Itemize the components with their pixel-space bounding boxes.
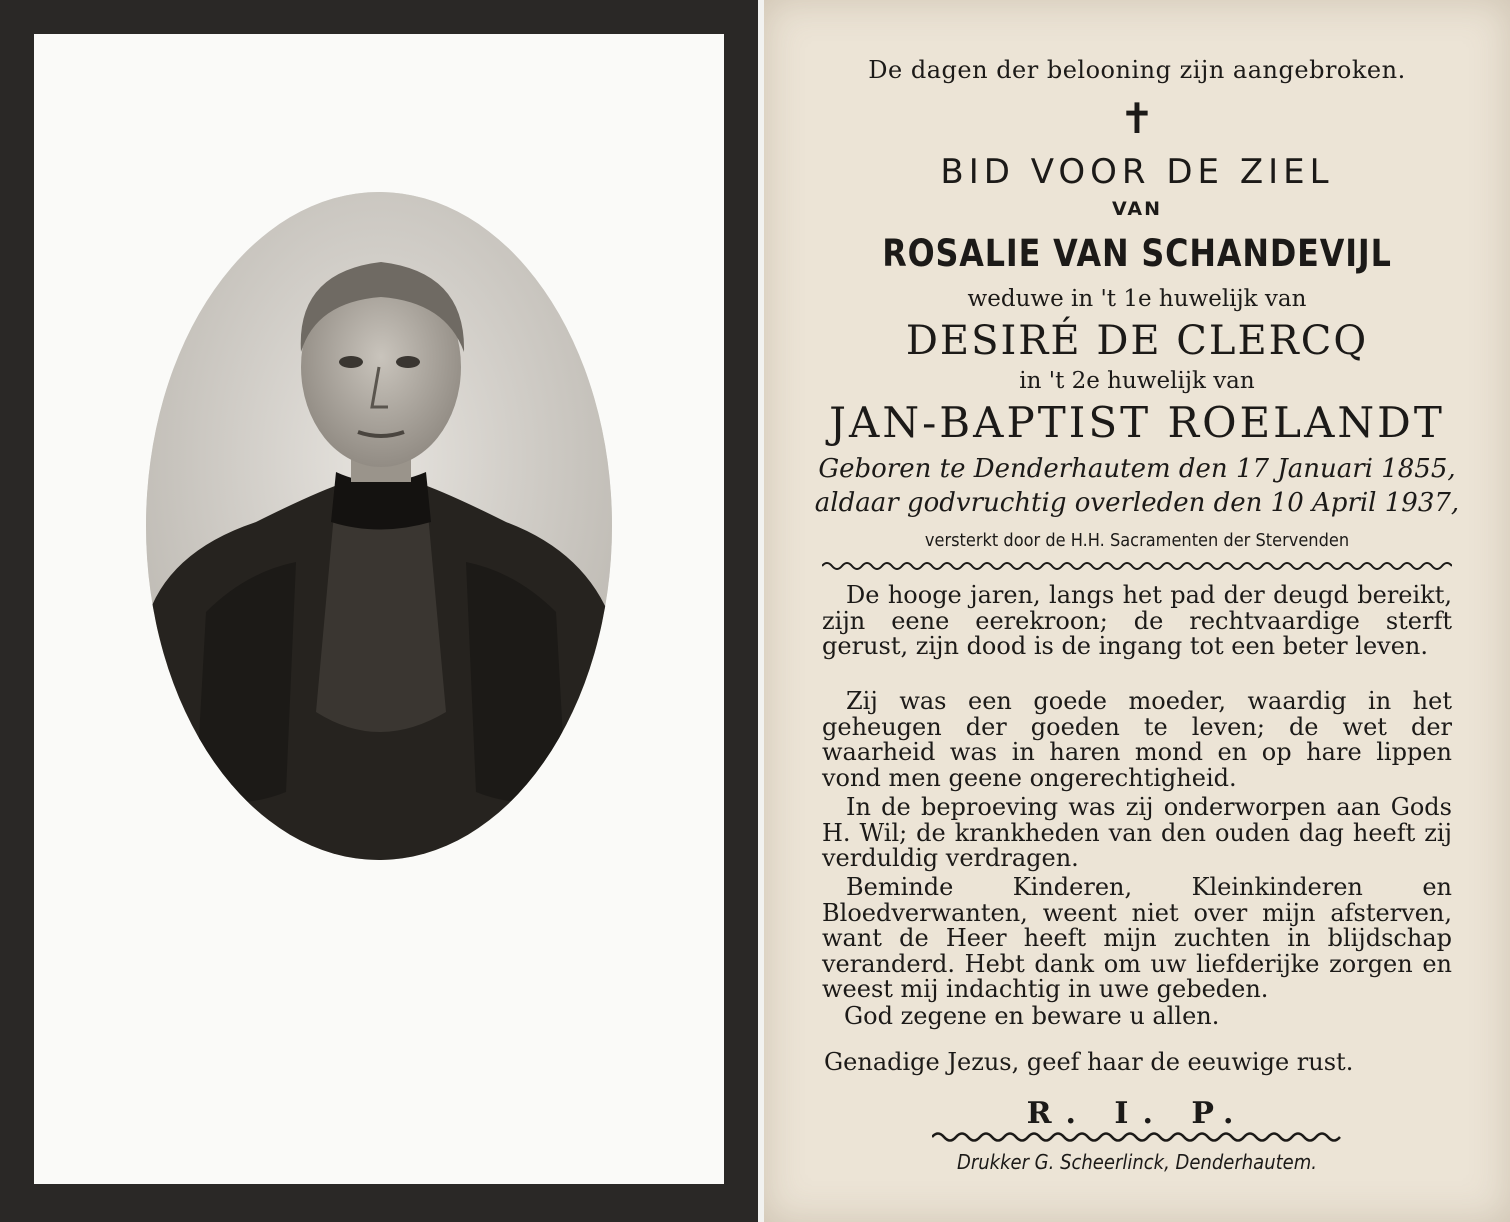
portrait-image xyxy=(146,192,612,860)
sacraments-line: versterkt door de H.H. Sacramenten der Stervenden xyxy=(924,530,1350,551)
printer-credit: Drukker G. Scheerlinck, Denderhautem. xyxy=(956,1150,1318,1174)
photo-card-inner xyxy=(34,34,724,1184)
text-card xyxy=(764,0,1510,1222)
motto: De dagen der belooning zijn aangebroken. xyxy=(868,56,1406,84)
paragraph-1: De hooge jaren, langs het pad der deugd bereikt, zijn eene eerekroon; de rechtvaardige sterft gerust, zijn dood is de ingang tot een beter leven. xyxy=(822,581,1452,660)
paragraph-4: Beminde Kinderen, Kleinkinderen en Bloedverwanten, weent niet over mijn afsterven, want de Heer heeft mijn zuchten in blijdschap veranderd. Hebt dank om uw liefderijke zorgen en weest mij indachtig in uwe gebeden. xyxy=(822,873,1452,1003)
paragraph-5: God zegene en beware u allen. xyxy=(844,1002,1220,1030)
paragraph-3: In de beproeving was zij onderworpen aan Gods H. Wil; de krankheden van den ouden dag heeft zij verduldig verdragen. xyxy=(822,793,1452,872)
portrait-photo xyxy=(146,192,612,860)
widow-line-1: weduwe in 't 1e huwelijk van xyxy=(967,286,1307,312)
death-line: aldaar godvruchtig overleden den 10 April 1937, xyxy=(814,488,1460,518)
spouse-2-name: JAN-BAPTIST ROELANDT xyxy=(829,398,1445,447)
widow-line-2: in 't 2e huwelijk van xyxy=(1019,368,1255,394)
wavy-divider-top xyxy=(822,558,1452,574)
prayer-heading: BID VOOR DE ZIEL xyxy=(940,152,1334,192)
van-label: VAN xyxy=(1111,198,1163,220)
spouse-1-name: DESIRÉ DE CLERCQ xyxy=(905,318,1369,364)
deceased-name: ROSALIE VAN SCHANDEVIJL xyxy=(882,232,1392,275)
closing-prayer: Genadige Jezus, geef haar de eeuwige rust. xyxy=(824,1048,1354,1076)
paragraph-2: Zij was een goede moeder, waardig in het geheugen der goeden te leven; de wet der waarheid was in haren mond en op hare lippen vond men geene ongerechtigheid. xyxy=(822,687,1452,792)
birth-line: Geboren te Denderhautem den 17 Januari 1855, xyxy=(818,454,1456,484)
wavy-divider-bottom xyxy=(932,1128,1344,1146)
rip-text: R. I. P. xyxy=(1026,1096,1248,1131)
cross-icon: ✝ xyxy=(1119,94,1155,143)
